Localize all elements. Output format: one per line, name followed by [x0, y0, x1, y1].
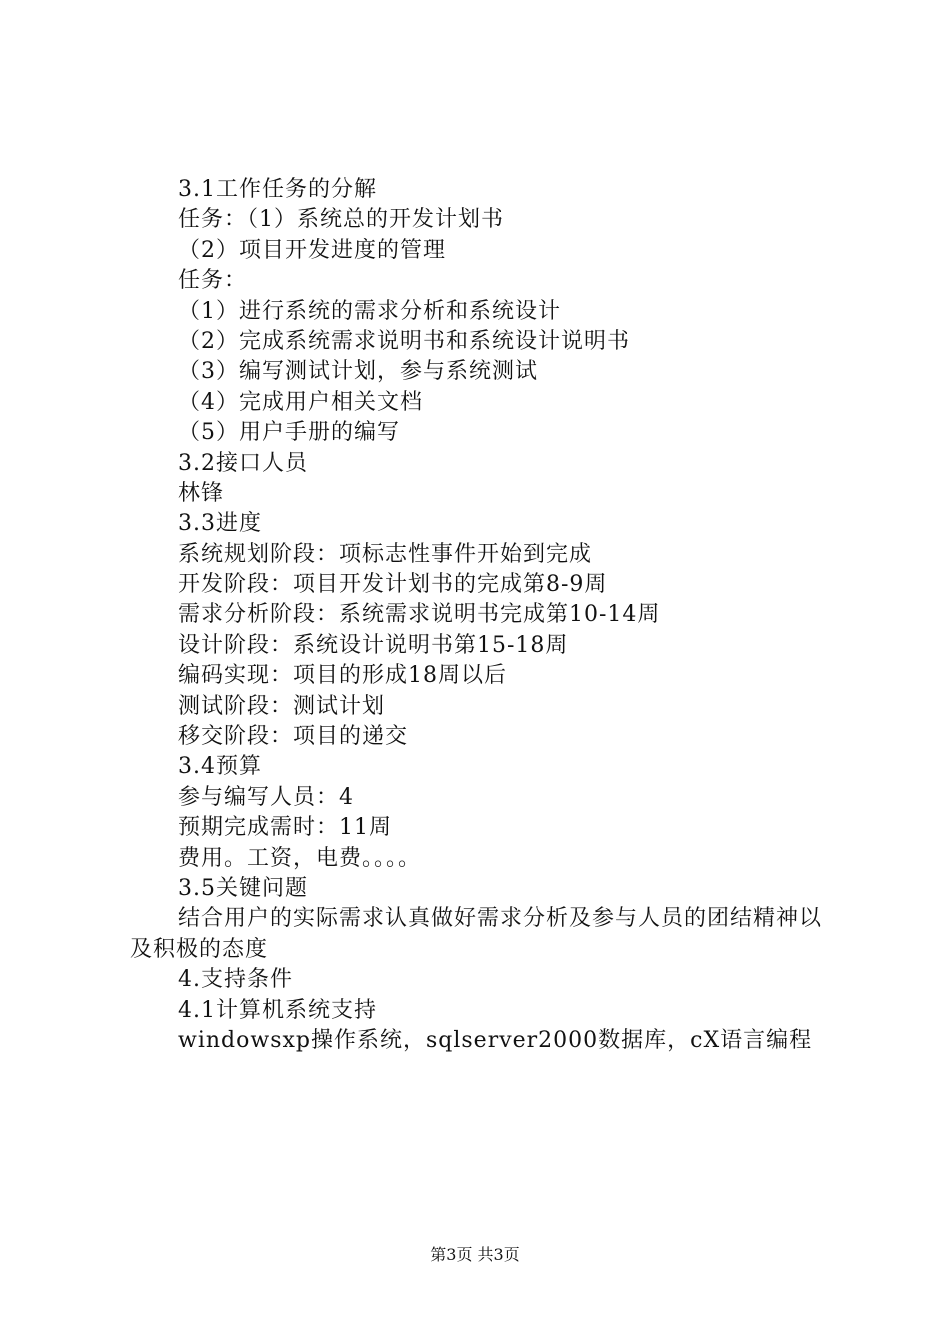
heading-3-3: 3.3进度	[178, 511, 262, 537]
schedule-item: 测试阶段：测试计划	[178, 693, 386, 719]
budget-item: 费用。工资，电费。。。。	[178, 845, 422, 871]
budget-item: 预期完成需时：11周	[178, 815, 392, 841]
heading-3-5: 3.5关键问题	[178, 875, 308, 901]
text-line: windowsxp操作系统，sqlserver2000数据库，cX语言编程	[178, 1027, 813, 1053]
page-footer: 第3页 共3页	[430, 1245, 520, 1264]
heading-3-2: 3.2接口人员	[178, 450, 308, 476]
list-item: （4）完成用户相关文档	[178, 389, 423, 415]
text-line: （2）项目开发进度的管理	[178, 237, 446, 263]
schedule-item: 编码实现：项目的形成18周以后	[178, 663, 507, 689]
key-issue-paragraph: 结合用户的实际需求认真做好需求分析及参与人员的团结精神以及积极的态度	[130, 906, 823, 962]
document-body	[130, 175, 850, 1056]
heading-3-4: 3.4预算	[178, 754, 262, 780]
list-item: （1）进行系统的需求分析和系统设计	[178, 298, 561, 324]
schedule-item: 开发阶段：项目开发计划书的完成第8-9周	[178, 572, 608, 598]
text-line: 任务：	[178, 268, 248, 294]
schedule-item: 移交阶段：项目的递交	[178, 724, 409, 750]
schedule-item: 需求分析阶段：系统需求说明书完成第10-14周	[178, 602, 661, 628]
list-item: （3）编写测试计划，参与系统测试	[178, 359, 538, 385]
schedule-item: 系统规划阶段：项标志性事件开始到完成	[178, 541, 593, 567]
text-line: 任务：（1）系统总的开发计划书	[178, 207, 504, 233]
text-line: 林锋	[178, 480, 225, 506]
heading-4-1: 4.1计算机系统支持	[178, 997, 377, 1023]
heading-4: 4.支持条件	[178, 967, 293, 993]
budget-item: 参与编写人员：4	[178, 784, 354, 810]
heading-3-1: 3.1工作任务的分解	[178, 177, 377, 202]
list-item: （2）完成系统需求说明书和系统设计说明书	[178, 328, 630, 354]
schedule-item: 设计阶段：系统设计说明书第15-18周	[178, 632, 569, 658]
list-item: （5）用户手册的编写	[178, 420, 400, 446]
